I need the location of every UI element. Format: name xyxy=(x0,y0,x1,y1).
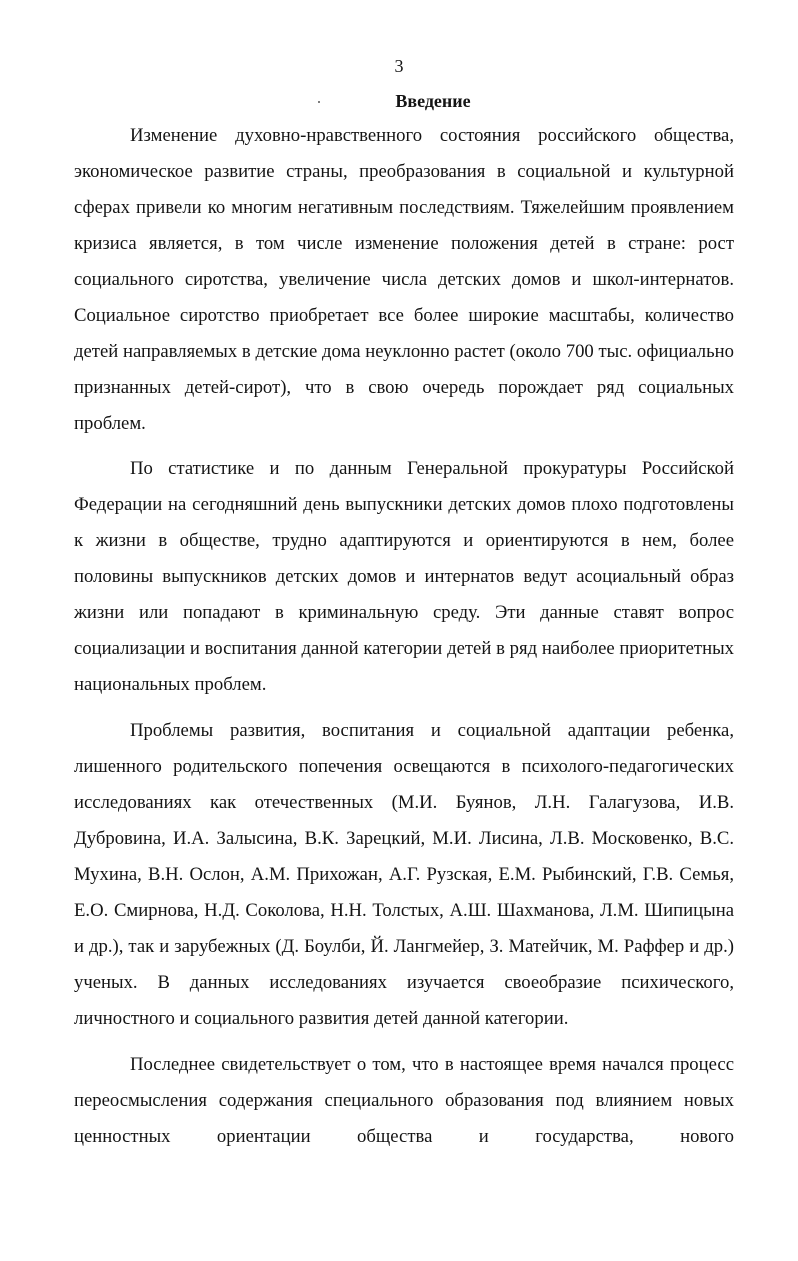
paragraph-3: Проблемы развития, воспитания и социальной адаптации ребенка, лишенного родительского попечения освещаются в психолого-педагогических исследованиях как отечественных (М.И. Буянов, Л.Н. Галагузова, И.В. Дубровина, И.А. Залысина, В.К. Зарецкий, М.И. Лисина, Л.В. Московенко, В.С. Мухина, В.Н. Ослон, А.М. Прихожан, А.Г. Рузская, Е.М. Рыбинский, Г.В. Семья, Е.О. Смирнова, Н.Д. Соколова, Н.Н. Толстых, А.Ш. Шахманова, Л.М. Шипицына и др.), так и зарубежных (Д. Боулби, Й. Лангмейер, З. Матейчик, М. Раффер и др.) ученых. В данных исследованиях изучается своеобразие психического, личностного и социального развития детей данной категории. xyxy=(74,720,734,1029)
body-text xyxy=(74,118,734,1155)
scan-speck xyxy=(318,101,320,103)
page-number: 3 xyxy=(394,56,404,76)
paragraph-4: Последнее свидетельствует о том, что в настоящее время начался процесс переосмысления содержания специального образования под влиянием новых ценностных ориентации общества и государства, нового xyxy=(74,1054,734,1147)
paragraph-1: Изменение духовно-нравственного состояния российского общества, экономическое развитие страны, преобразования в социальной и культурной сферах привели ко многим негативным последствиям. Тяжелейшим проявлением кризиса является, в том числе изменение положения детей в стране: рост социального сиротства, увеличение числа детских домов и школ-интернатов. Социальное сиротство приобретает все более широкие масштабы, количество детей направляемых в детские дома неуклонно растет (около 700 тыс. официально признанных детей-сирот), что в свою очередь порождает ряд социальных проблем. xyxy=(74,125,734,434)
section-heading: Введение xyxy=(395,91,471,111)
paragraph-2: По статистике и по данным Генеральной прокуратуры Российской Федерации на сегодняшний день выпускники детских домов плохо подготовлены к жизни в обществе, трудно адаптируются и ориентируются в нем, более половины выпускников детских домов и интернатов ведут асоциальный образ жизни или попадают в криминальную среду. Эти данные ставят вопрос социализации и воспитания данной категории детей в ряд наиболее приоритетных национальных проблем. xyxy=(74,458,734,695)
